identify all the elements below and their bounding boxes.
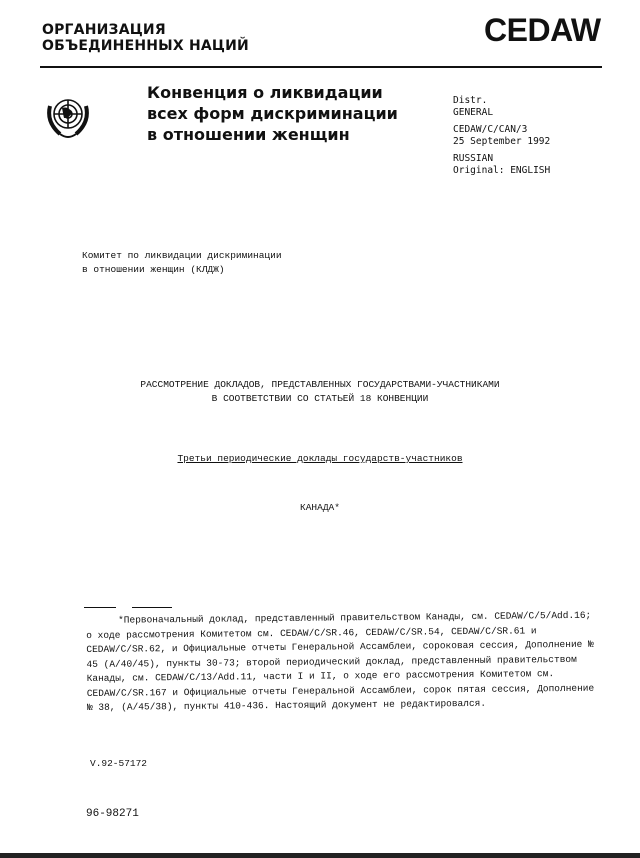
original-language: Original: ENGLISH xyxy=(453,165,551,176)
subheading: Третьи периодические доклады государств-участников xyxy=(177,453,463,464)
distribution: GENERAL xyxy=(453,107,494,118)
heading-line-2: В СООТВЕТСТВИИ СО СТАТЬЕЙ 18 КОНВЕНЦИИ xyxy=(211,393,429,404)
heading-line-1: РАССМОТРЕНИЕ ДОКЛАДОВ, ПРЕДСТАВЛЕННЫХ ГОСУДАРСТВАМИ-УЧАСТНИКАМИ xyxy=(140,379,500,390)
committee-name xyxy=(82,249,282,277)
distr-label: Distr. xyxy=(453,95,488,106)
section-heading xyxy=(0,378,640,406)
org-line-2: ОБЪЕДИНЕННЫХ НАЦИЙ xyxy=(42,38,249,54)
committee-line-2: в отношении женщин (КЛДЖ) xyxy=(82,264,225,275)
footnote: *Первоначальный доклад, представленный правительством Канады, см. CEDAW/C/5/Add.16; о ходе рассмотрения Комитетом см. CEDAW/C/SR.46, CEDAW/C/SR.54, CEDAW/C/SR.61 и CEDAW/C/SR.62, и Официальные отчеты Генеральной Ассамблеи, сороковая сессия, Дополнение № 45 (A/40/45), пункты 30-73; второй периодический доклад, представленный правительством Канады, см. CEDAW/C/13/Add.11, части I и II, о ходе его рассмотрения Комитетом см. CEDAW/C/SR.167 и Официальные отчеты Генеральной Ассамблеи, сорок пятая сессия, Дополнение № 38, (A/45/38), пункты 410-436. Настоящий документ не редактировался. xyxy=(86,609,595,713)
organization-name xyxy=(42,22,249,54)
committee-line-1: Комитет по ликвидации дискриминации xyxy=(82,250,282,261)
footnote-separator xyxy=(84,603,172,613)
un-emblem-icon xyxy=(40,88,96,144)
cedaw-logo: CEDAW xyxy=(484,12,601,48)
title-line-3: в отношении женщин xyxy=(147,125,350,144)
scan-edge xyxy=(0,853,640,858)
title-line-2: всех форм дискриминации xyxy=(147,104,398,123)
document-language: RUSSIAN xyxy=(453,153,494,164)
org-line-1: ОРГАНИЗАЦИЯ xyxy=(42,22,166,38)
document-date: 25 September 1992 xyxy=(453,136,551,147)
country-title: КАНАДА* xyxy=(300,502,340,513)
title-line-1: Конвенция о ликвидации xyxy=(147,83,383,102)
job-number: V.92-57172 xyxy=(90,758,148,769)
document-symbol: CEDAW/C/CAN/3 xyxy=(453,124,528,135)
document-metadata xyxy=(453,95,550,177)
header-rule xyxy=(40,66,602,68)
bottom-code: 96-98271 xyxy=(86,808,139,820)
convention-title xyxy=(147,82,398,145)
